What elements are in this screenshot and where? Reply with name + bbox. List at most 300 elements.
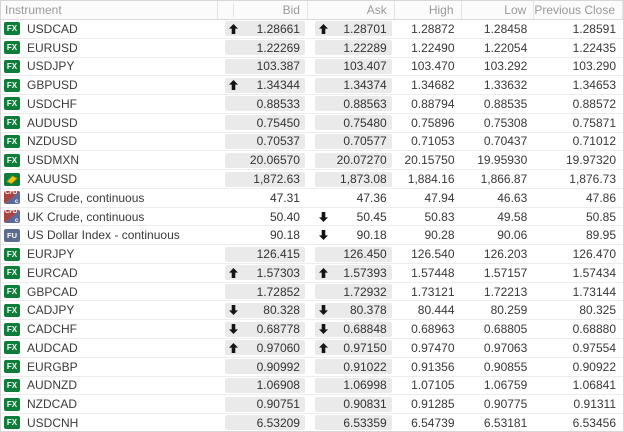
instrument-cell	[1, 377, 218, 395]
bid-price-button[interactable]	[225, 40, 305, 55]
ask-price-button[interactable]	[315, 228, 392, 243]
no-arrow	[319, 287, 328, 297]
high-value: 103.470	[411, 59, 455, 74]
down-arrow-icon	[319, 212, 328, 222]
ask-value: 0.97150	[343, 340, 387, 355]
gold-bar-icon	[4, 173, 20, 186]
instrument-name: EURGBP	[27, 359, 78, 374]
previous-close-value: 1.22435	[572, 40, 617, 55]
instrument-cell	[1, 414, 218, 432]
low-value: 49.58	[497, 209, 528, 224]
ask-cell	[308, 39, 395, 57]
high-value: 0.71053	[411, 134, 455, 149]
fx-badge-icon: FX	[4, 304, 20, 317]
instrument-row[interactable]	[1, 245, 623, 264]
bid-value: 0.88533	[256, 96, 300, 111]
ask-price-button[interactable]	[315, 134, 392, 149]
ask-price-button[interactable]	[315, 340, 392, 355]
bid-value: 1.22269	[256, 40, 300, 55]
ask-price-button[interactable]	[315, 209, 392, 224]
ask-value: 0.75480	[343, 115, 387, 130]
ask-price-button[interactable]	[315, 172, 392, 187]
no-arrow	[229, 174, 238, 184]
table-header-row	[1, 1, 623, 20]
bid-price-button[interactable]	[225, 322, 305, 337]
instrument-row[interactable]	[1, 283, 623, 302]
high-value: 80.444	[417, 303, 455, 318]
instrument-row[interactable]	[1, 320, 623, 339]
no-arrow	[319, 418, 328, 428]
no-arrow	[319, 136, 328, 146]
up-arrow-icon	[229, 80, 238, 90]
instrument-row[interactable]	[1, 58, 623, 77]
no-arrow	[319, 399, 328, 409]
low-value: 0.88535	[483, 96, 528, 111]
bid-cell	[218, 339, 308, 357]
instrument-name: AUDUSD	[27, 115, 78, 130]
instrument-name: XAUUSD	[27, 172, 78, 186]
low-value: 103.292	[483, 59, 528, 74]
ask-value: 47.36	[356, 190, 387, 205]
low-value: 0.68805	[483, 322, 528, 337]
ask-cell	[308, 283, 395, 301]
low-value: 6.53181	[483, 415, 528, 430]
instrument-row[interactable]	[1, 20, 623, 39]
instrument-row[interactable]	[1, 151, 623, 170]
ask-price-button[interactable]	[315, 115, 392, 130]
ask-price-button[interactable]	[315, 153, 392, 168]
bid-value: 50.40	[269, 209, 300, 224]
instrument-row[interactable]	[1, 76, 623, 95]
down-arrow-icon	[319, 305, 328, 315]
instrument-cell	[1, 301, 218, 319]
high-value: 1.07105	[411, 378, 455, 393]
bid-value: 1.57303	[256, 265, 300, 280]
instrument-name: GBPCAD	[27, 284, 78, 299]
bid-value: 0.70537	[256, 134, 300, 149]
ask-price-button[interactable]	[315, 359, 392, 374]
instrument-row[interactable]	[1, 301, 623, 320]
no-arrow	[319, 193, 328, 203]
high-value: 1.57448	[411, 265, 455, 280]
down-arrow-icon	[229, 305, 238, 315]
bid-cell	[218, 76, 308, 94]
ask-cell	[308, 170, 395, 188]
fx-badge-icon: FX	[4, 79, 20, 92]
bid-value: 0.68778	[256, 322, 300, 337]
bid-price-button[interactable]	[225, 415, 305, 430]
ask-cell	[308, 76, 395, 94]
column-header-instrument[interactable]: Instrument	[1, 1, 218, 19]
instrument-cell	[1, 339, 218, 357]
ask-price-button[interactable]	[315, 247, 392, 262]
bid-price-button[interactable]	[225, 359, 305, 374]
down-arrow-icon	[229, 324, 238, 334]
previous-close-value: 0.90922	[572, 359, 617, 374]
no-arrow	[229, 380, 238, 390]
no-arrow	[229, 118, 238, 128]
instrument-row[interactable]	[1, 414, 623, 432]
ask-price-button[interactable]	[315, 397, 392, 412]
ask-price-button[interactable]	[315, 59, 392, 74]
instrument-name: CADJPY	[27, 303, 75, 318]
low-value: 0.90855	[483, 359, 528, 374]
instrument-cell	[1, 20, 218, 38]
instrument-cell	[1, 208, 218, 226]
bid-value: 1,872.63	[253, 172, 300, 186]
high-value: 1,884.16	[407, 172, 455, 186]
ask-cell	[308, 208, 395, 226]
up-arrow-icon	[229, 80, 238, 90]
bid-cell	[218, 395, 308, 413]
ask-cell	[308, 395, 395, 413]
no-arrow	[319, 249, 328, 259]
ask-cell	[308, 226, 395, 244]
instrument-name: USDCHF	[27, 96, 77, 111]
column-header-previous-close[interactable]: Previous Close	[534, 1, 623, 19]
bid-price-button[interactable]	[225, 96, 305, 111]
column-header-high[interactable]: High	[395, 1, 462, 19]
bid-cell	[218, 245, 308, 263]
instrument-cell	[1, 226, 218, 244]
high-value: 1.22490	[411, 40, 455, 55]
ask-price-button[interactable]	[315, 21, 392, 36]
previous-close-value: 103.290	[572, 59, 617, 74]
high-value: 90.28	[424, 228, 455, 243]
instrument-cell	[1, 395, 218, 413]
fx-badge-icon: FX	[4, 60, 20, 73]
no-arrow	[229, 230, 238, 240]
down-arrow-icon	[229, 305, 238, 315]
low-value: 1.28458	[483, 21, 528, 36]
ask-cell	[308, 95, 395, 113]
column-header-low[interactable]: Low	[462, 1, 535, 19]
previous-close-value: 0.97554	[572, 340, 617, 355]
previous-close-value: 0.91311	[573, 397, 617, 412]
instrument-row[interactable]	[1, 170, 623, 189]
ask-price-button[interactable]	[315, 265, 392, 280]
bid-price-button[interactable]	[225, 303, 305, 318]
down-arrow-icon	[319, 324, 328, 334]
ask-cell	[308, 339, 395, 357]
down-arrow-icon	[319, 212, 328, 222]
futures-badge-icon: FU	[4, 229, 20, 242]
low-value: 0.70437	[483, 134, 528, 149]
up-arrow-icon	[229, 343, 238, 353]
bid-price-button[interactable]	[225, 190, 305, 205]
no-arrow	[319, 380, 328, 390]
bid-value: 47.31	[269, 190, 300, 205]
previous-close-value: 0.75871	[572, 115, 617, 130]
up-arrow-icon	[319, 343, 328, 353]
ask-value: 1.72932	[343, 284, 387, 299]
previous-close-value: 1.28591	[572, 21, 617, 36]
instrument-table-body	[1, 20, 623, 432]
up-arrow-icon	[229, 24, 238, 34]
high-value: 1.34682	[411, 78, 455, 93]
ask-value: 0.70577	[343, 134, 387, 149]
ask-cell	[308, 20, 395, 38]
bid-value: 1.34344	[256, 78, 300, 93]
bid-value: 6.53209	[256, 415, 300, 430]
instrument-cell	[1, 189, 218, 207]
instrument-row[interactable]	[1, 39, 623, 58]
instrument-name: AUDNZD	[27, 378, 77, 393]
low-value: 1,866.87	[480, 172, 528, 186]
fx-badge-icon: FX	[4, 135, 20, 148]
bid-price-button[interactable]	[225, 247, 305, 262]
high-value: 50.83	[424, 209, 455, 224]
ask-price-button[interactable]	[315, 284, 392, 299]
no-arrow	[229, 43, 238, 53]
bid-value: 0.97060	[256, 340, 300, 355]
up-arrow-icon	[229, 24, 238, 34]
no-arrow	[229, 155, 238, 165]
bid-price-button[interactable]	[225, 59, 305, 74]
instrument-cell	[1, 358, 218, 376]
no-arrow	[319, 155, 328, 165]
ask-cell	[308, 58, 395, 76]
no-arrow	[229, 287, 238, 297]
instrument-cell	[1, 264, 218, 282]
bid-cell	[218, 133, 308, 151]
up-arrow-icon	[319, 24, 328, 34]
ask-cell	[308, 133, 395, 151]
ask-value: 1.34374	[343, 78, 387, 93]
no-arrow	[229, 61, 238, 71]
fx-badge-icon: FX	[4, 248, 20, 261]
bid-cell	[218, 283, 308, 301]
instrument-cell	[1, 114, 218, 132]
down-arrow-icon	[229, 324, 238, 334]
instrument-row[interactable]	[1, 226, 623, 245]
instrument-row[interactable]	[1, 189, 623, 208]
bid-price-button[interactable]	[225, 265, 305, 280]
ask-value: 126.450	[343, 247, 387, 262]
down-arrow-icon	[319, 305, 328, 315]
bid-price-button[interactable]	[225, 284, 305, 299]
low-value: 0.97063	[483, 340, 528, 355]
down-arrow-icon	[319, 230, 328, 240]
high-value: 0.75896	[411, 115, 455, 130]
ask-value: 1.57393	[343, 265, 387, 280]
bid-price-button[interactable]	[225, 78, 305, 93]
instrument-name: CADCHF	[27, 322, 77, 337]
bid-value: 90.18	[269, 228, 300, 243]
previous-close-value: 50.85	[585, 209, 617, 224]
fx-badge-icon: FX	[4, 323, 20, 336]
ask-value: 20.07270	[336, 153, 387, 168]
high-value: 20.15750	[404, 153, 455, 168]
previous-close-value: 0.88572	[572, 96, 617, 111]
fx-badge-icon: FX	[4, 398, 20, 411]
ask-price-button[interactable]	[315, 78, 392, 93]
ask-price-button[interactable]	[315, 96, 392, 111]
up-arrow-icon	[229, 343, 238, 353]
instrument-name: USDJPY	[27, 59, 75, 74]
instrument-name: EURJPY	[27, 247, 75, 262]
previous-close-value: 126.470	[572, 247, 617, 262]
bid-price-button[interactable]	[225, 228, 305, 243]
bid-price-button[interactable]	[225, 153, 305, 168]
bid-cell	[218, 226, 308, 244]
ask-price-button[interactable]	[315, 303, 392, 318]
bid-cell	[218, 20, 308, 38]
cfd-badge-icon: CFD c	[5, 191, 19, 205]
instrument-cell	[1, 133, 218, 151]
bid-price-button[interactable]	[225, 340, 305, 355]
up-arrow-icon	[319, 343, 328, 353]
bid-value: 0.75450	[256, 115, 300, 130]
bid-cell	[218, 358, 308, 376]
previous-close-value: 1,876.73	[569, 172, 617, 186]
fx-badge-icon: FX	[4, 360, 20, 373]
fx-badge-icon: FX	[4, 266, 20, 279]
column-header-bid[interactable]: Bid	[218, 1, 308, 19]
instrument-cell	[1, 95, 218, 113]
bid-value: 20.06570	[249, 153, 300, 168]
no-arrow	[229, 399, 238, 409]
instrument-name: UK Crude, continuous	[27, 209, 145, 224]
instrument-name: US Dollar Index - continuous	[27, 228, 180, 243]
ask-cell	[308, 264, 395, 282]
previous-close-value: 19.97320	[565, 153, 617, 168]
high-value: 0.88794	[411, 96, 455, 111]
instrument-name: US Crude, continuous	[27, 190, 145, 205]
ask-price-button[interactable]	[315, 378, 392, 393]
low-value: 19.95930	[477, 153, 528, 168]
high-value: 6.54739	[411, 415, 455, 430]
no-arrow	[229, 212, 238, 222]
low-value: 1.22054	[483, 40, 528, 55]
fx-badge-icon: FX	[4, 41, 20, 54]
ask-value: 0.90831	[343, 397, 387, 412]
ask-value: 1.28701	[343, 21, 387, 36]
no-arrow	[319, 61, 328, 71]
low-value: 1.57157	[483, 265, 528, 280]
column-header-ask[interactable]: Ask	[308, 1, 395, 19]
low-value: 1.33632	[483, 78, 528, 93]
instrument-cell	[1, 245, 218, 263]
low-value: 126.203	[483, 247, 528, 262]
instrument-name: USDCNH	[27, 415, 79, 430]
ask-cell	[308, 245, 395, 263]
ask-price-button[interactable]	[315, 40, 392, 55]
instrument-name: EURCAD	[27, 265, 78, 280]
bid-price-button[interactable]	[225, 21, 305, 36]
previous-close-value: 0.71012	[572, 134, 617, 149]
bid-cell	[218, 170, 308, 188]
high-value: 126.540	[411, 247, 455, 262]
fx-badge-icon: FX	[4, 97, 20, 110]
no-arrow	[319, 118, 328, 128]
instrument-row[interactable]	[1, 208, 623, 227]
previous-close-value: 0.68880	[572, 322, 617, 337]
ask-cell	[308, 301, 395, 319]
fx-badge-icon: FX	[4, 285, 20, 298]
ask-price-button[interactable]	[315, 322, 392, 337]
instrument-row[interactable]	[1, 264, 623, 283]
no-arrow	[319, 80, 328, 90]
instrument-row[interactable]	[1, 339, 623, 358]
gold-bar-badge-icon	[4, 173, 20, 186]
instrument-cell	[1, 58, 218, 76]
bid-value: 1.72852	[256, 284, 300, 299]
down-arrow-icon	[319, 230, 328, 240]
high-value: 0.68963	[411, 322, 455, 337]
instrument-name: NZDUSD	[27, 134, 77, 149]
bid-cell	[218, 414, 308, 432]
ask-price-button[interactable]	[315, 190, 392, 205]
ask-cell	[308, 151, 395, 169]
instrument-name: NZDCAD	[27, 397, 77, 412]
no-arrow	[229, 418, 238, 428]
high-value: 0.91356	[411, 359, 455, 374]
ask-value: 1.22289	[343, 40, 387, 55]
instrument-row[interactable]	[1, 395, 623, 414]
down-arrow-icon	[319, 324, 328, 334]
no-arrow	[229, 249, 238, 259]
ask-cell	[308, 320, 395, 338]
up-arrow-icon	[319, 24, 328, 34]
fx-badge-icon: FX	[4, 154, 20, 167]
instrument-name: AUDCAD	[27, 340, 78, 355]
ask-price-button[interactable]	[315, 415, 392, 430]
up-arrow-icon	[319, 268, 328, 278]
fx-badge-icon: FX	[4, 379, 20, 392]
ask-value: 80.378	[350, 303, 387, 318]
up-arrow-icon	[229, 268, 238, 278]
instrument-row[interactable]	[1, 133, 623, 152]
bid-price-button[interactable]	[225, 134, 305, 149]
ask-cell	[308, 414, 395, 432]
instrument-row[interactable]	[1, 377, 623, 396]
bid-price-button[interactable]	[225, 378, 305, 393]
bid-price-button[interactable]	[225, 209, 305, 224]
bid-cell	[218, 377, 308, 395]
bid-value: 126.415	[256, 247, 300, 262]
no-arrow	[229, 362, 238, 372]
instrument-cell	[1, 170, 218, 188]
bid-value: 1.06908	[256, 378, 300, 393]
bid-price-button[interactable]	[225, 115, 305, 130]
up-arrow-icon	[229, 268, 238, 278]
instrument-name: EURUSD	[27, 40, 78, 55]
bid-cell	[218, 95, 308, 113]
instrument-cell	[1, 283, 218, 301]
instrument-name: GBPUSD	[27, 78, 78, 93]
bid-price-button[interactable]	[225, 172, 305, 187]
ask-cell	[308, 377, 395, 395]
fx-badge-icon: FX	[4, 416, 20, 429]
previous-close-value: 47.86	[585, 190, 617, 205]
instrument-row[interactable]	[1, 114, 623, 133]
instrument-row[interactable]	[1, 358, 623, 377]
low-value: 80.259	[490, 303, 528, 318]
ask-cell	[308, 189, 395, 207]
ask-value: 0.91022	[343, 359, 387, 374]
bid-price-button[interactable]	[225, 397, 305, 412]
ask-value: 0.88563	[343, 96, 387, 111]
no-arrow	[229, 136, 238, 146]
instrument-row[interactable]	[1, 95, 623, 114]
bid-cell	[218, 264, 308, 282]
no-arrow	[319, 362, 328, 372]
low-value: 0.75308	[483, 115, 528, 130]
instrument-cell	[1, 76, 218, 94]
header-divider	[233, 3, 234, 17]
fx-badge-icon: FX	[4, 341, 20, 354]
